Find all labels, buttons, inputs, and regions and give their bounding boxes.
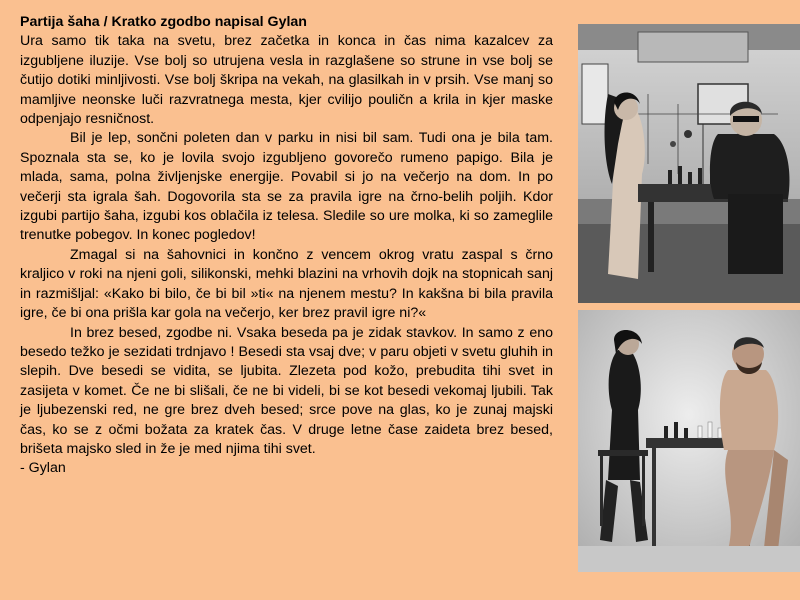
story-text — [20, 13, 553, 479]
paragraph-2: Bil je lep, sončni poleten dan v parku in nisi bil sam. Tudi ona je bila tam. Spoznala sta se, ko je lovila svojo izgubljeno govorečo rumeno papigo. Bila je mlada, sama, polna življenjske energije. Povabil si jo na večerjo na dom. In po večerji sta igrala šah. Dogovorila sta se za pravila igre na črno-belih poljih. Kdor izgubi partijo šaha, izgubi kos oblačila iz telesa. Sledile so ure molka, ki so zameglile trenutke pobegov. In konec pogledov! — [20, 130, 553, 244]
paragraph-3: Zmagal si na šahovnici in končno z vencem okrog vratu zaspal s črno kraljico v roki na njeni goli, silikonski, mehki blazini na vrhovih dojk na stopnicah sanj in razmišljal: «Kako bi bilo, če bi bil »ti« na njenem mestu? In kakšna bi bila pravila igre, če bi ona prišla kar gola na večerjo, ker brez pravil igre ni?« — [20, 246, 553, 322]
paragraph-4: In brez besed, zgodbe ni. Vsaka beseda pa je zidak stavkov. In samo z eno besedo težko je sezidati trdnjavo ! Besedi sta vsaj dve; v paru objeti v svetu gluhih in slepih. Dve besedi se vidita, se ljubita. Zlezeta pod kožo, prebudita tihi svet in zasijeta v komet. Če ne bi slišali, če ne bi videli, bi se kot besedi vekomaj ljubili. Tak je ljubezenski red, ne gre brez dveh besed; srce pove na glas, ko je zunaj majski čas, ko se z očmi božata za kratek čas. V druge letne čase zaideta brez besed, brišeta majsko sled in že je med njima tihi svet. — [20, 324, 553, 457]
story-title: Partija šaha / Kratko zgodbo napisal Gylan — [20, 14, 307, 30]
chess-photo-modern — [578, 310, 800, 572]
paragraph-1: Ura samo tik taka na svetu, brez začetka in konca in čas nima kazalcev za izgubljene iluzije. Vse bolj so utrujena vesla in razglašene so strune in vse bolj se čutijo dotiki minljivosti. Vse bolj škripa na vekah, na glasilkah in v prsih. Vse manj so mamljive neonske luči razvratnega mesta, kjer cvilijo pouličn a krila in kjer maske odpenjajo resničnost. — [20, 33, 553, 128]
signature: - Gylan — [20, 460, 66, 477]
chess-photo-vintage — [578, 24, 800, 303]
